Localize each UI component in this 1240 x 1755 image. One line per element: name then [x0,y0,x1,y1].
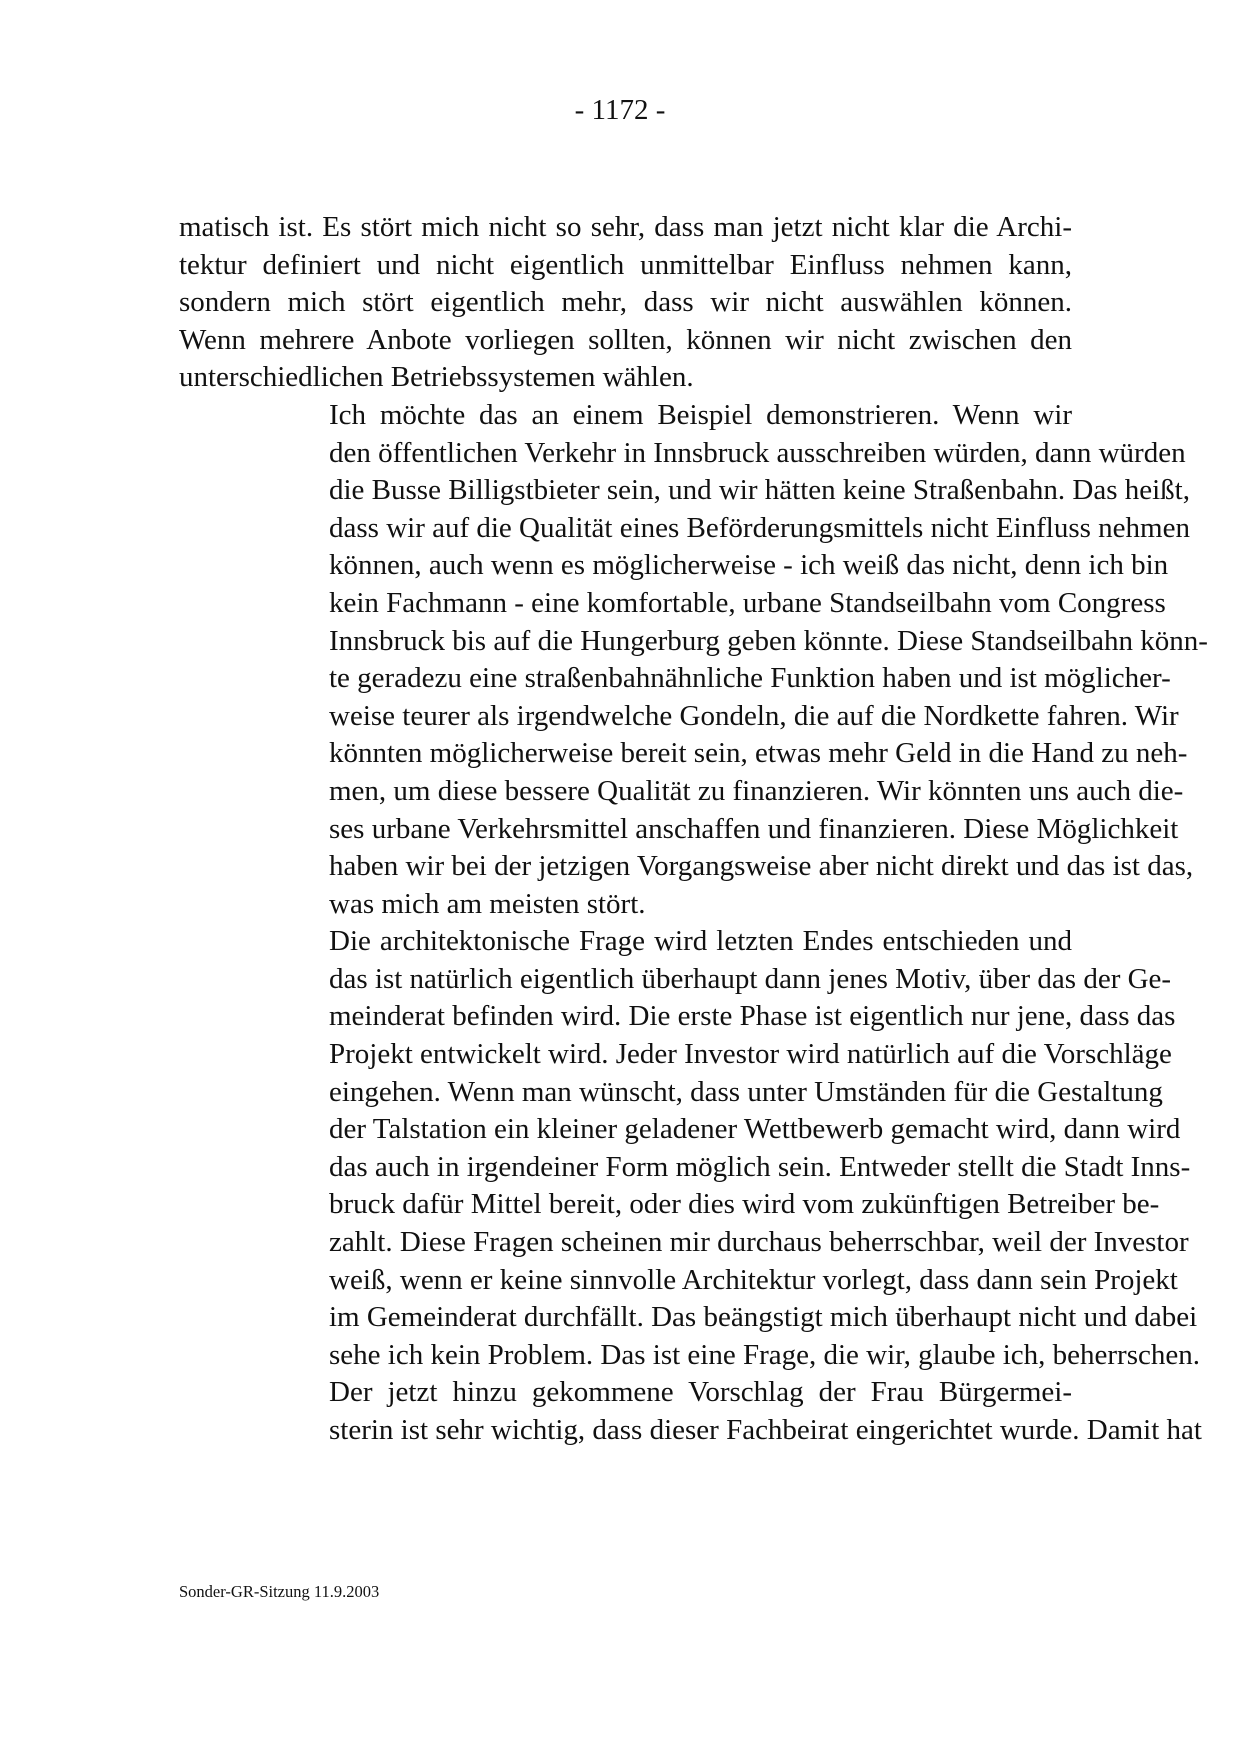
text-line: sondern mich stört eigentlich mehr, dass wir nicht auswählen können. [179,286,1072,319]
text-line: tektur definiert und nicht eigentlich unmittelbar Einfluss nehmen kann, [179,248,1072,281]
footer-session-label: Sonder-GR-Sitzung 11.9.2003 [179,1582,380,1601]
text-line: Die architektonische Frage wird letzten Endes entschieden und [329,925,1072,958]
text-line: te geradezu eine straßenbahnähnliche Funktion haben und ist möglicher- [329,662,1171,695]
text-line: weiß, wenn er keine sinnvolle Architektur vorlegt, dass dann sein Projekt [329,1263,1178,1296]
paragraph-4 [179,1374,1202,1449]
text-line: haben wir bei der jetzigen Vorgangsweise aber nicht direkt und das ist das, [329,850,1194,883]
text-line: Der jetzt hinzu gekommene Vorschlag der Frau Bürgermei- [329,1376,1072,1409]
paragraph-2 [179,397,1208,923]
text-line: Projekt entwickelt wird. Jeder Investor wird natürlich auf die Vorschläge [329,1038,1172,1071]
text-line: weise teurer als irgendwelche Gondeln, die auf die Nordkette fahren. Wir [329,699,1179,732]
text-line: das ist natürlich eigentlich überhaupt dann jenes Motiv, über das der Ge- [329,962,1172,995]
text-line: könnten möglicherweise bereit sein, etwas mehr Geld in die Hand zu neh- [329,737,1188,770]
page-number: - 1172 - [574,94,666,126]
text-line: im Gemeinderat durchfällt. Das beängstigt mich überhaupt nicht und dabei [329,1301,1198,1334]
text-line: matisch ist. Es stört mich nicht so sehr, dass man jetzt nicht klar die Archi- [179,211,1072,243]
body-text [179,209,1208,1450]
text-line: Innsbruck bis auf die Hungerburg geben könnte. Diese Standseilbahn könn- [329,624,1208,657]
paragraph-1 [179,209,1072,397]
text-line: sterin ist sehr wichtig, dass dieser Fachbeirat eingerichtet wurde. Damit hat [329,1414,1202,1446]
text-line: das auch in irgendeiner Form möglich sein. Entweder stellt die Stadt Inns- [329,1150,1191,1183]
text-line: können, auch wenn es möglicherweise - ich weiß das nicht, denn ich bin [329,549,1169,582]
text-line: ses urbane Verkehrsmittel anschaffen und finanzieren. Diese Möglichkeit [329,812,1179,845]
text-line: Wenn mehrere Anbote vorliegen sollten, können wir nicht zwischen den [179,323,1072,356]
text-line: unterschiedlichen Betriebssystemen wählen. [179,361,694,394]
text-line: bruck dafür Mittel bereit, oder dies wird vom zukünftigen Betreiber be- [329,1188,1160,1221]
text-line: meinderat befinden wird. Die erste Phase ist eigentlich nur jene, dass das [329,1000,1176,1033]
text-line: Ich möchte das an einem Beispiel demonstrieren. Wenn wir [329,398,1072,431]
text-line: zahlt. Diese Fragen scheinen mir durchaus beherrschbar, weil der Investor [329,1226,1189,1259]
text-line: der Talstation ein kleiner geladener Wettbewerb gemacht wird, dann wird [329,1113,1181,1146]
text-line: eingehen. Wenn man wünscht, dass unter Umständen für die Gestaltung [329,1075,1163,1108]
text-line: sehe ich kein Problem. Das ist eine Frage, die wir, glaube ich, beherrschen. [329,1338,1200,1371]
text-line: die Busse Billigstbieter sein, und wir hätten keine Straßenbahn. Das heißt, [329,474,1190,507]
text-line: dass wir auf die Qualität eines Beförderungsmittels nicht Einfluss nehmen [329,511,1190,544]
text-line: kein Fachmann - eine komfortable, urbane Standseilbahn vom Congress [329,586,1166,619]
text-line: den öffentlichen Verkehr in Innsbruck ausschreiben würden, dann würden [329,436,1186,469]
text-line: men, um diese bessere Qualität zu finanzieren. Wir könnten uns auch die- [329,774,1184,807]
paragraph-3 [179,923,1200,1374]
text-line: was mich am meisten stört. [329,887,646,920]
